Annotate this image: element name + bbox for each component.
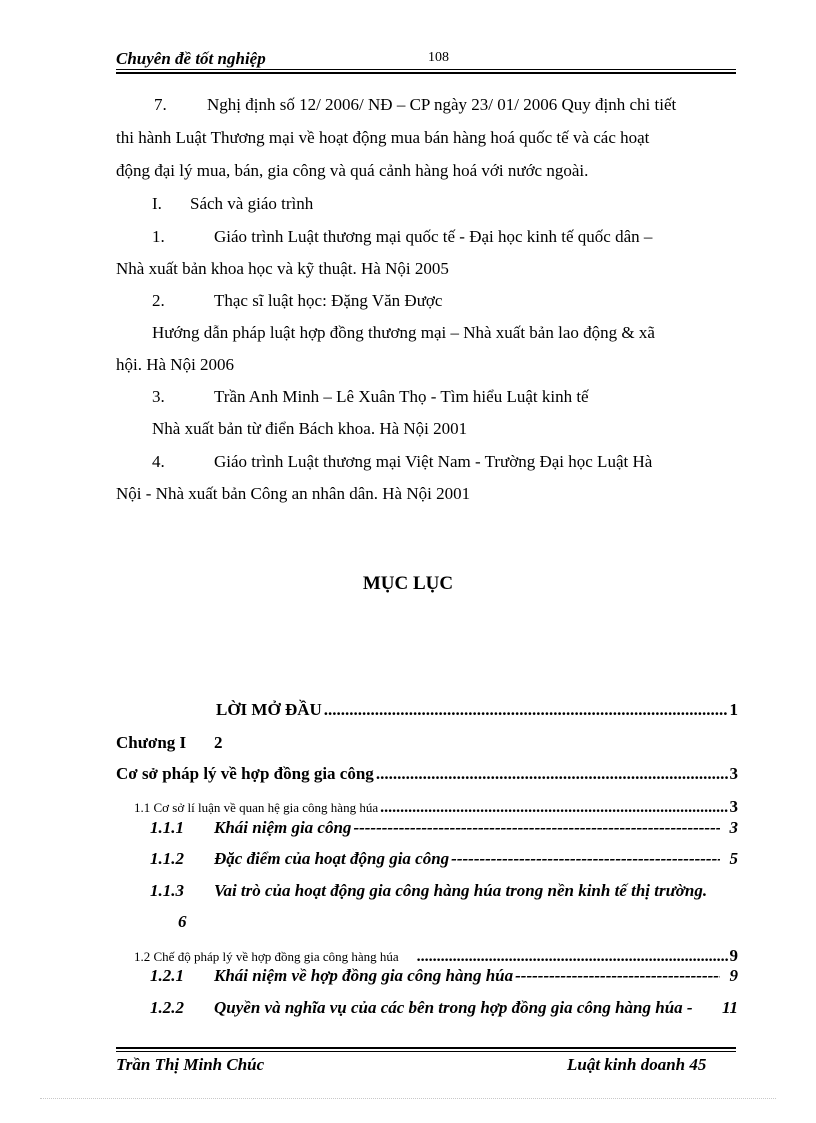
page-number: 108 — [428, 50, 449, 65]
toc-num: 1.1.2 — [150, 849, 184, 868]
toc-entry-1-1-1[interactable] — [116, 818, 738, 838]
toc-entry-legal-basis[interactable] — [116, 764, 738, 784]
toc-entry-1-1-3-num: 1.1.3 — [150, 881, 184, 900]
ref-4-num: 4. — [152, 452, 165, 471]
page-edge-dotted-line — [40, 1098, 776, 1099]
ref-2-line1: Thạc sĩ luật học: Đặng Văn Được — [214, 291, 443, 310]
toc-page: 9 — [729, 946, 738, 965]
toc-title: MỤC LỤC — [362, 573, 454, 594]
footer-rule-bottom — [116, 1051, 736, 1052]
toc-num: 1.2.2 — [150, 998, 184, 1017]
ref-1-line1: Giáo trình Luật thương mại quốc tế - Đại học kinh tế quốc dân – — [214, 227, 653, 246]
ref-4-line2: Nội - Nhà xuất bản Công an nhân dân. Hà Nội 2001 — [116, 484, 471, 503]
section-books-num: I. — [152, 194, 162, 213]
toc-page: 3 — [729, 797, 738, 816]
ref-3-line1: Trần Anh Minh – Lê Xuân Thọ - Tìm hiểu Luật kinh tế — [214, 387, 589, 406]
toc-entry-1-2-2[interactable] — [116, 998, 738, 1018]
toc-page: 1 — [729, 700, 738, 719]
ref-1-num: 1. — [152, 227, 165, 246]
footer-class: Luật kinh doanh 45 — [567, 1055, 707, 1074]
toc-entry-1-1-2[interactable] — [116, 849, 738, 869]
toc-chapter-1[interactable]: Chương I — [116, 733, 187, 752]
toc-entry-1-2-1[interactable] — [116, 966, 738, 986]
toc-label: 1.1 Cơ sở lí luận về quan hệ gia công hàng húa — [134, 800, 379, 815]
toc-num: 1.1.1 — [150, 818, 184, 837]
toc-label: Khái niệm về hợp đồng gia công hàng húa — [214, 966, 514, 985]
header-rule-bottom — [116, 72, 736, 74]
toc-page: 5 — [729, 849, 738, 868]
ref-2-line2: Hướng dẫn pháp luật hợp đồng thương mại – Nhà xuất bản lao động & xã — [152, 323, 655, 342]
header-rule-top — [116, 69, 736, 70]
ref-7-num: 7. — [154, 95, 167, 114]
toc-page: 9 — [729, 966, 738, 985]
ref-7-line2: thi hành Luật Thương mại về hoạt động mua bán hàng hoá quốc tế và các hoạt — [116, 128, 650, 147]
toc-entry-1-2[interactable] — [116, 946, 738, 966]
header-title: Chuyên đề tốt nghiệp — [116, 49, 266, 68]
footer-rule-top — [116, 1047, 736, 1049]
toc-entry-1-1[interactable] — [116, 797, 738, 817]
toc-label: LỜI MỞ ĐẦU — [216, 700, 322, 719]
toc-label: 1.2 Chế độ pháp lý về hợp đồng gia công hàng húa — [134, 949, 399, 964]
toc-page: 3 — [729, 764, 738, 783]
toc-entry-intro[interactable] — [116, 700, 738, 720]
ref-1-line2: Nhà xuất bản khoa học và kỹ thuật. Hà Nội 2005 — [116, 259, 449, 278]
toc-entry-1-1-3-page: 6 — [178, 912, 187, 931]
toc-label: Khái niệm gia công — [214, 818, 352, 837]
toc-label: Cơ sở pháp lý về hợp đồng gia công — [116, 764, 374, 783]
section-books-title: Sách và giáo trình — [190, 194, 314, 213]
toc-num: 1.2.1 — [150, 966, 184, 985]
toc-chapter-1-page: 2 — [214, 733, 223, 752]
ref-4-line1: Giáo trình Luật thương mại Việt Nam - Trường Đại học Luật Hà — [214, 452, 653, 471]
footer-author: Trần Thị Minh Chúc — [116, 1055, 265, 1074]
toc-label: Đặc điểm của hoạt động gia công — [214, 849, 450, 868]
ref-7-line3: động đại lý mua, bán, gia công và quá cảnh hàng hoá với nước ngoài. — [116, 161, 589, 180]
ref-7-line1: Nghị định số 12/ 2006/ NĐ – CP ngày 23/ 01/ 2006 Quy định chi tiết — [207, 95, 677, 114]
toc-entry-1-1-3-label[interactable]: Vai trò của hoạt động gia công hàng húa trong nền kinh tế thị trường. — [214, 881, 708, 900]
toc-page: 3 — [729, 818, 738, 837]
toc-page: 11 — [721, 998, 738, 1017]
ref-2-num: 2. — [152, 291, 165, 310]
toc-label: Quyền và nghĩa vụ của các bên trong hợp đồng gia công hàng húa - — [214, 998, 693, 1017]
ref-3-line2: Nhà xuất bản từ điển Bách khoa. Hà Nội 2001 — [152, 419, 468, 438]
ref-2-line3: hội. Hà Nội 2006 — [116, 355, 235, 374]
ref-3-num: 3. — [152, 387, 165, 406]
